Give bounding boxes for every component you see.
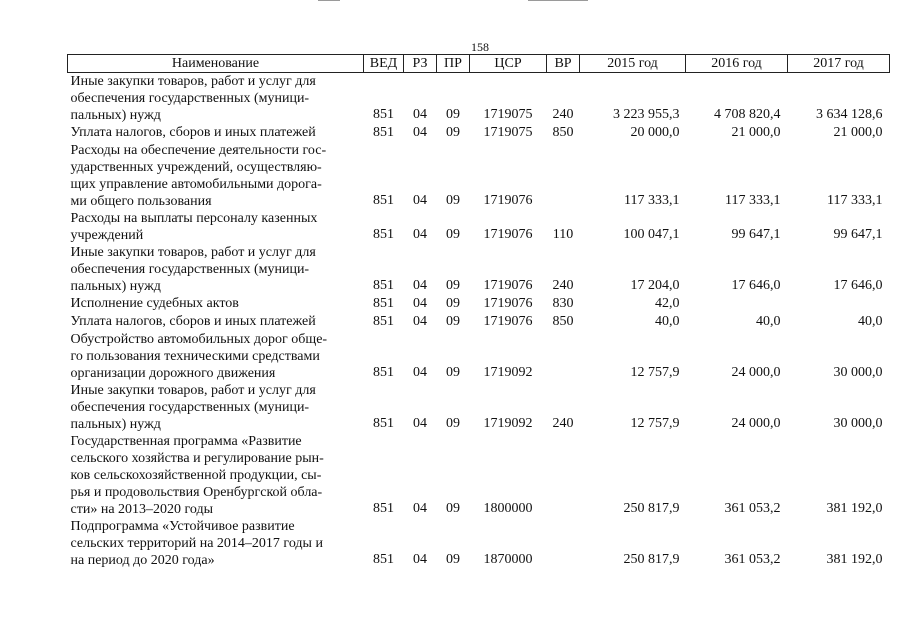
cell-vr	[547, 142, 580, 210]
cell-pr: 09	[446, 296, 460, 311]
cell-ved: 851	[373, 278, 394, 293]
cell-2015: 250 817,9	[623, 501, 680, 516]
cell-ved: 851	[373, 416, 394, 431]
cell-rz: 04	[413, 125, 427, 140]
column-header-pr: ПР	[437, 55, 470, 73]
cell-name: Государственная программа «Развитие сельского хозяйства и регулирование рын- ков сельскохозяйственной продукции, сы- рья и продовольствия Оренбургской обла- сти» на 2013–2020 годы	[70, 434, 324, 517]
cell-rz: 04	[413, 107, 427, 122]
column-header-csr: ЦСР	[470, 55, 547, 73]
cell-2016: 40,0	[756, 314, 781, 329]
cell-2016: 24 000,0	[731, 365, 781, 380]
cell-csr: 1870000	[483, 552, 533, 567]
cell-rz: 04	[413, 296, 427, 311]
table-row	[68, 244, 890, 295]
cell-2016: 117 333,1	[725, 193, 781, 208]
cell-ved: 851	[373, 552, 394, 567]
cell-rz: 04	[413, 278, 427, 293]
cell-name: Уплата налогов, сборов и иных платежей	[70, 125, 316, 140]
cell-ved: 851	[373, 227, 394, 242]
cell-rz: 04	[413, 227, 427, 242]
cell-name: Иные закупки товаров, работ и услуг для обеспечения государственных (муници- пальных) нужд	[70, 245, 316, 294]
cell-name: Исполнение судебных актов	[70, 296, 239, 311]
scan-edge-mark-right	[528, 0, 588, 1]
table-row	[68, 313, 890, 331]
table-row	[68, 73, 890, 125]
cell-vr: 240	[552, 278, 574, 293]
cell-2015: 20 000,0	[630, 125, 680, 140]
cell-rz: 04	[413, 552, 427, 567]
cell-name: Уплата налогов, сборов и иных платежей	[70, 314, 316, 329]
cell-pr: 09	[446, 278, 460, 293]
cell-csr: 1719092	[483, 365, 533, 380]
cell-ved: 851	[373, 501, 394, 516]
cell-rz: 04	[413, 193, 427, 208]
cell-2015: 40,0	[655, 314, 680, 329]
table-row	[68, 142, 890, 210]
cell-2017: 381 192,0	[826, 501, 883, 516]
cell-pr: 09	[446, 227, 460, 242]
cell-2017: 99 647,1	[833, 227, 883, 242]
table-row	[68, 210, 890, 244]
table-row	[68, 433, 890, 518]
cell-2015: 42,0	[655, 296, 680, 311]
table-row	[68, 518, 890, 569]
cell-pr: 09	[446, 125, 460, 140]
cell-ved: 851	[373, 296, 394, 311]
cell-2016: 24 000,0	[731, 416, 781, 431]
cell-2017: 30 000,0	[833, 416, 883, 431]
table-body	[68, 73, 890, 570]
column-header-2015: 2015 год	[580, 55, 686, 73]
cell-2015: 3 223 955,3	[613, 107, 680, 122]
page-number: 158	[471, 40, 489, 54]
cell-2015: 17 204,0	[630, 278, 680, 293]
column-header-2016: 2016 год	[686, 55, 788, 73]
column-header-vr: ВР	[547, 55, 580, 73]
cell-pr: 09	[446, 314, 460, 329]
cell-2015: 117 333,1	[624, 193, 680, 208]
cell-name: Расходы на обеспечение деятельности гос- ударственных учреждений, осуществляю- щих управление автомобильными дорога- ми общего пользования	[70, 143, 327, 209]
table-row	[68, 124, 890, 142]
cell-vr: 240	[552, 107, 574, 122]
cell-rz: 04	[413, 416, 427, 431]
cell-vr: 240	[552, 416, 574, 431]
cell-2017: 40,0	[858, 314, 883, 329]
cell-2016: 99 647,1	[731, 227, 781, 242]
cell-ved: 851	[373, 107, 394, 122]
table-row	[68, 331, 890, 382]
cell-name: Иные закупки товаров, работ и услуг для обеспечения государственных (муници- пальных) нужд	[70, 74, 316, 123]
cell-name: Расходы на выплаты персоналу казенных учреждений	[70, 211, 318, 243]
cell-ved: 851	[373, 365, 394, 380]
cell-csr: 1719076	[483, 227, 533, 242]
cell-vr	[547, 518, 580, 569]
cell-name: Иные закупки товаров, работ и услуг для обеспечения государственных (муници- пальных) нужд	[70, 383, 316, 432]
cell-vr: 850	[552, 314, 574, 329]
cell-pr: 09	[446, 416, 460, 431]
cell-vr: 850	[552, 125, 574, 140]
cell-rz: 04	[413, 314, 427, 329]
cell-csr: 1719076	[483, 296, 533, 311]
cell-rz: 04	[413, 365, 427, 380]
cell-pr: 09	[446, 193, 460, 208]
cell-2016: 361 053,2	[724, 501, 781, 516]
cell-2016: 4 708 820,4	[714, 107, 781, 122]
cell-csr: 1800000	[483, 501, 533, 516]
budget-table	[67, 54, 890, 569]
cell-2015: 12 757,9	[630, 416, 680, 431]
cell-pr: 09	[446, 365, 460, 380]
cell-vr: 110	[552, 227, 574, 242]
cell-csr: 1719092	[483, 416, 533, 431]
cell-2017	[788, 295, 890, 313]
cell-2015: 100 047,1	[623, 227, 680, 242]
cell-csr: 1719076	[483, 193, 533, 208]
cell-vr	[547, 331, 580, 382]
cell-rz: 04	[413, 501, 427, 516]
cell-2016: 21 000,0	[731, 125, 781, 140]
cell-2017: 3 634 128,6	[816, 107, 883, 122]
cell-2016	[686, 295, 788, 313]
column-header-2017: 2017 год	[788, 55, 890, 73]
cell-csr: 1719076	[483, 278, 533, 293]
cell-pr: 09	[446, 501, 460, 516]
cell-ved: 851	[373, 125, 394, 140]
cell-ved: 851	[373, 314, 394, 329]
cell-ved: 851	[373, 193, 394, 208]
cell-csr: 1719076	[483, 314, 533, 329]
cell-name: Обустройство автомобильных дорог обще- го пользования техническими средствами организации дорожного движения	[70, 332, 328, 381]
cell-2015: 12 757,9	[630, 365, 680, 380]
cell-2016: 17 646,0	[731, 278, 781, 293]
cell-2017: 117 333,1	[827, 193, 883, 208]
cell-csr: 1719075	[483, 107, 533, 122]
cell-pr: 09	[446, 107, 460, 122]
table-row	[68, 295, 890, 313]
cell-name: Подпрограмма «Устойчивое развитие сельских территорий на 2014–2017 годы и на период до 2020 года»	[70, 519, 323, 568]
cell-pr: 09	[446, 552, 460, 567]
cell-2015: 250 817,9	[623, 552, 680, 567]
column-header-name: Наименование	[68, 55, 364, 73]
cell-2017: 381 192,0	[826, 552, 883, 567]
cell-2017: 17 646,0	[833, 278, 883, 293]
cell-vr	[547, 433, 580, 518]
scan-edge-mark-left	[318, 0, 340, 1]
cell-2017: 30 000,0	[833, 365, 883, 380]
table-row	[68, 382, 890, 433]
column-header-rz: РЗ	[404, 55, 437, 73]
cell-vr: 830	[552, 296, 574, 311]
table-header-row	[68, 55, 890, 73]
column-header-ved: ВЕД	[364, 55, 404, 73]
cell-2017: 21 000,0	[833, 125, 883, 140]
cell-csr: 1719075	[483, 125, 533, 140]
cell-2016: 361 053,2	[724, 552, 781, 567]
